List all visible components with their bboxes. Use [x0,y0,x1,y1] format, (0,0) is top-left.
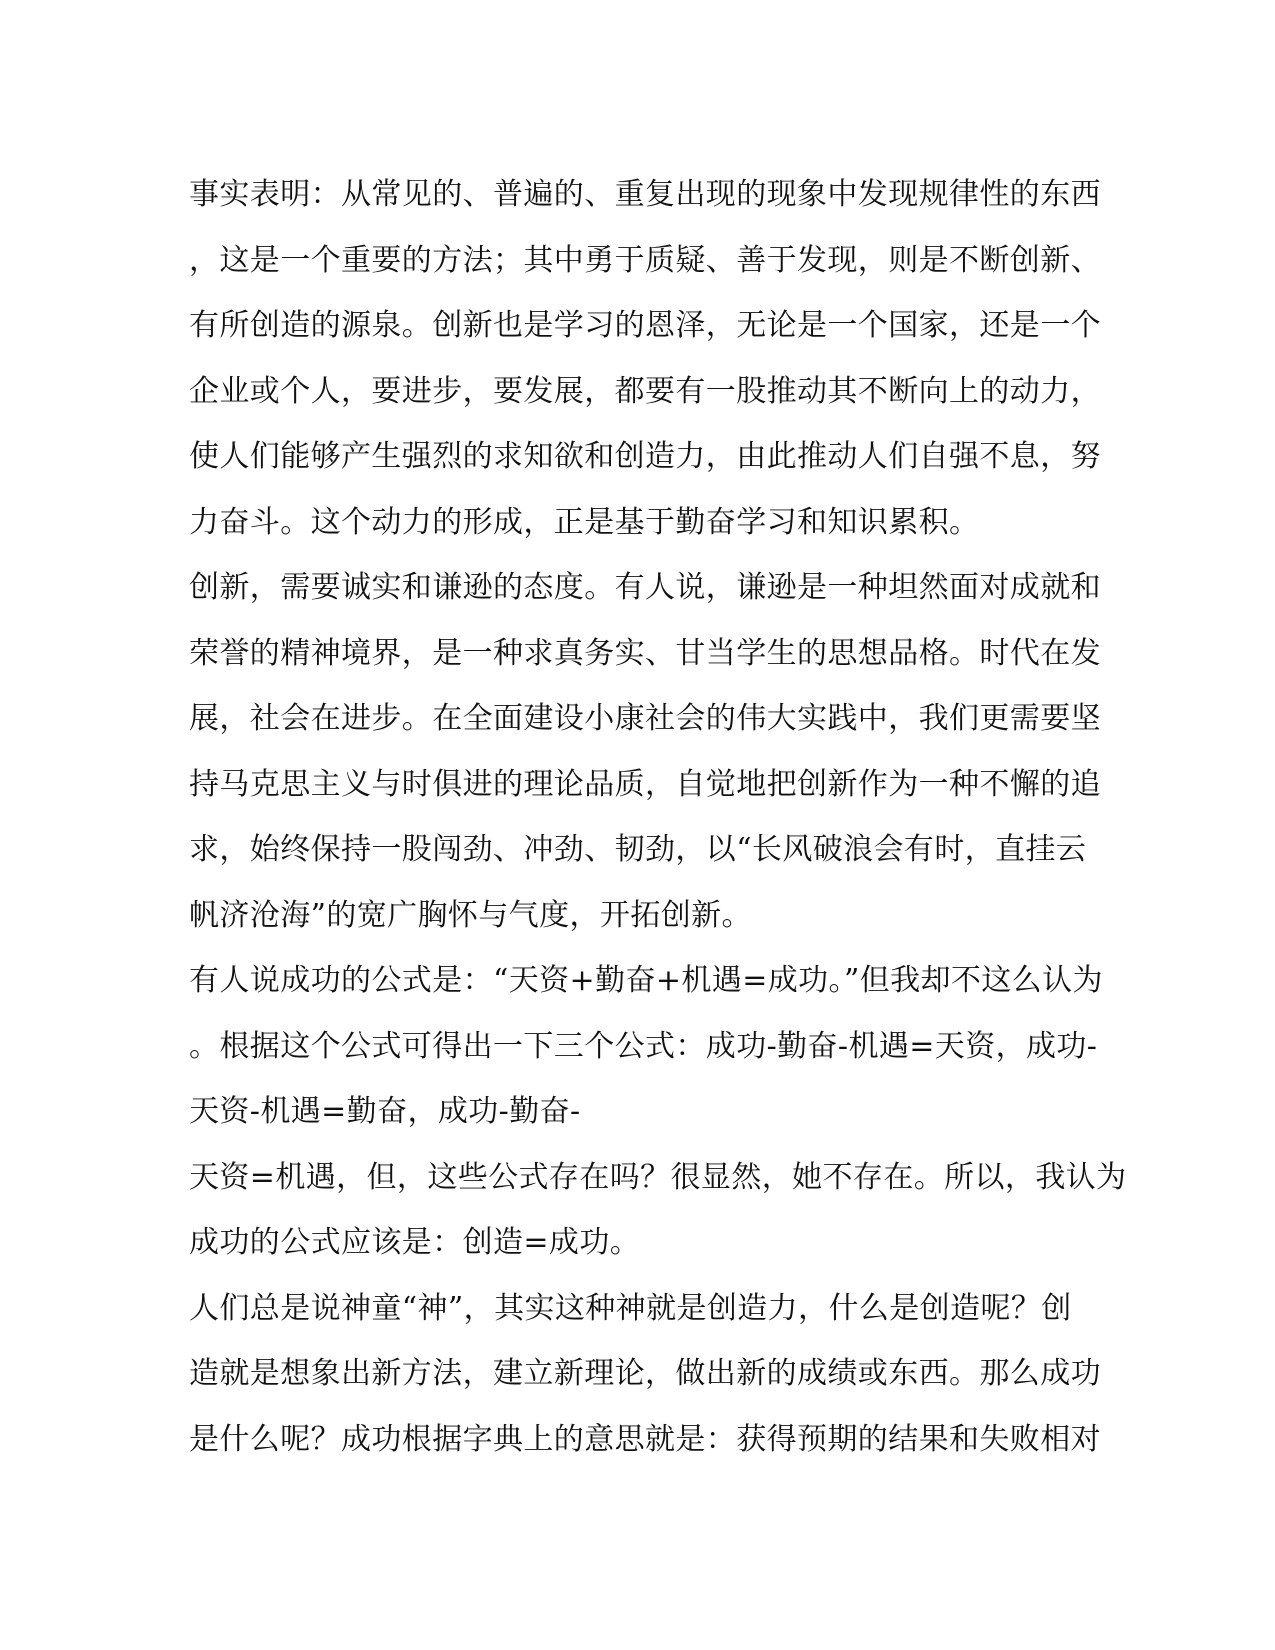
text-line: 持马克思主义与时俱进的理论品质，自觉地把创新作为一种不懈的追 [189,766,1101,802]
text-line: 展，社会在进步。在全面建设小康社会的伟大实践中，我们更需要坚 [189,701,1101,736]
text-line: 创新，需要诚实和谦逊的态度。有人说，谦逊是一种坦然面对成就和 [189,570,1101,605]
text-line: 使人们能够产生强烈的求知欲和创造力，由此推动人们自强不息，努 [189,439,1101,474]
text-line: 天资-机遇=勤奋，成功-勤奋- [189,1094,581,1129]
text-line: 荣誉的精神境界，是一种求真务实、甘当学生的思想品格。时代在发 [189,635,1101,671]
text-line: 事实表明：从常见的、普遍的、重复出现的现象中发现规律性的东西 [189,177,1101,212]
text-line: 帆济沧海”的宽广胸怀与气度，开拓创新。 [189,897,752,933]
text-line: ，这是一个重要的方法；其中勇于质疑、善于发现，则是不断创新、 [189,242,1101,278]
text-line: 有人说成功的公式是：“天资+勤奋+机遇=成功。”但我却不这么认为 [189,963,1103,998]
text-line: 成功的公式应该是：创造=成功。 [189,1225,641,1260]
text-line: 造就是想象出新方法，建立新理论，做出新的成绩或东西。那么成功 [189,1356,1101,1391]
text-line: 是什么呢？成功根据字典上的意思就是：获得预期的结果和失败相对 [189,1421,1101,1457]
text-line: 企业或个人，要进步，要发展，都要有一股推动其不断向上的动力， [189,373,1101,409]
text-line: 力奋斗。这个动力的形成，正是基于勤奋学习和知识累积。 [189,504,980,540]
text-line: 。根据这个公式可得出一下三个公式：成功-勤奋-机遇=天资，成功- [189,1028,1098,1064]
text-line: 人们总是说神童“神”，其实这种神就是创造力，什么是创造呢？创 [189,1290,1072,1326]
text-line: 求，始终保持一股闯劲、冲劲、韧劲，以“长风破浪会有时，直挂云 [189,832,1087,867]
body-text [189,162,1127,1472]
text-line: 天资=机遇，但，这些公式存在吗？很显然，她不存在。所以，我认为 [189,1159,1127,1195]
text-line: 有所创造的源泉。创新也是学习的恩泽，无论是一个国家，还是一个 [189,308,1101,343]
